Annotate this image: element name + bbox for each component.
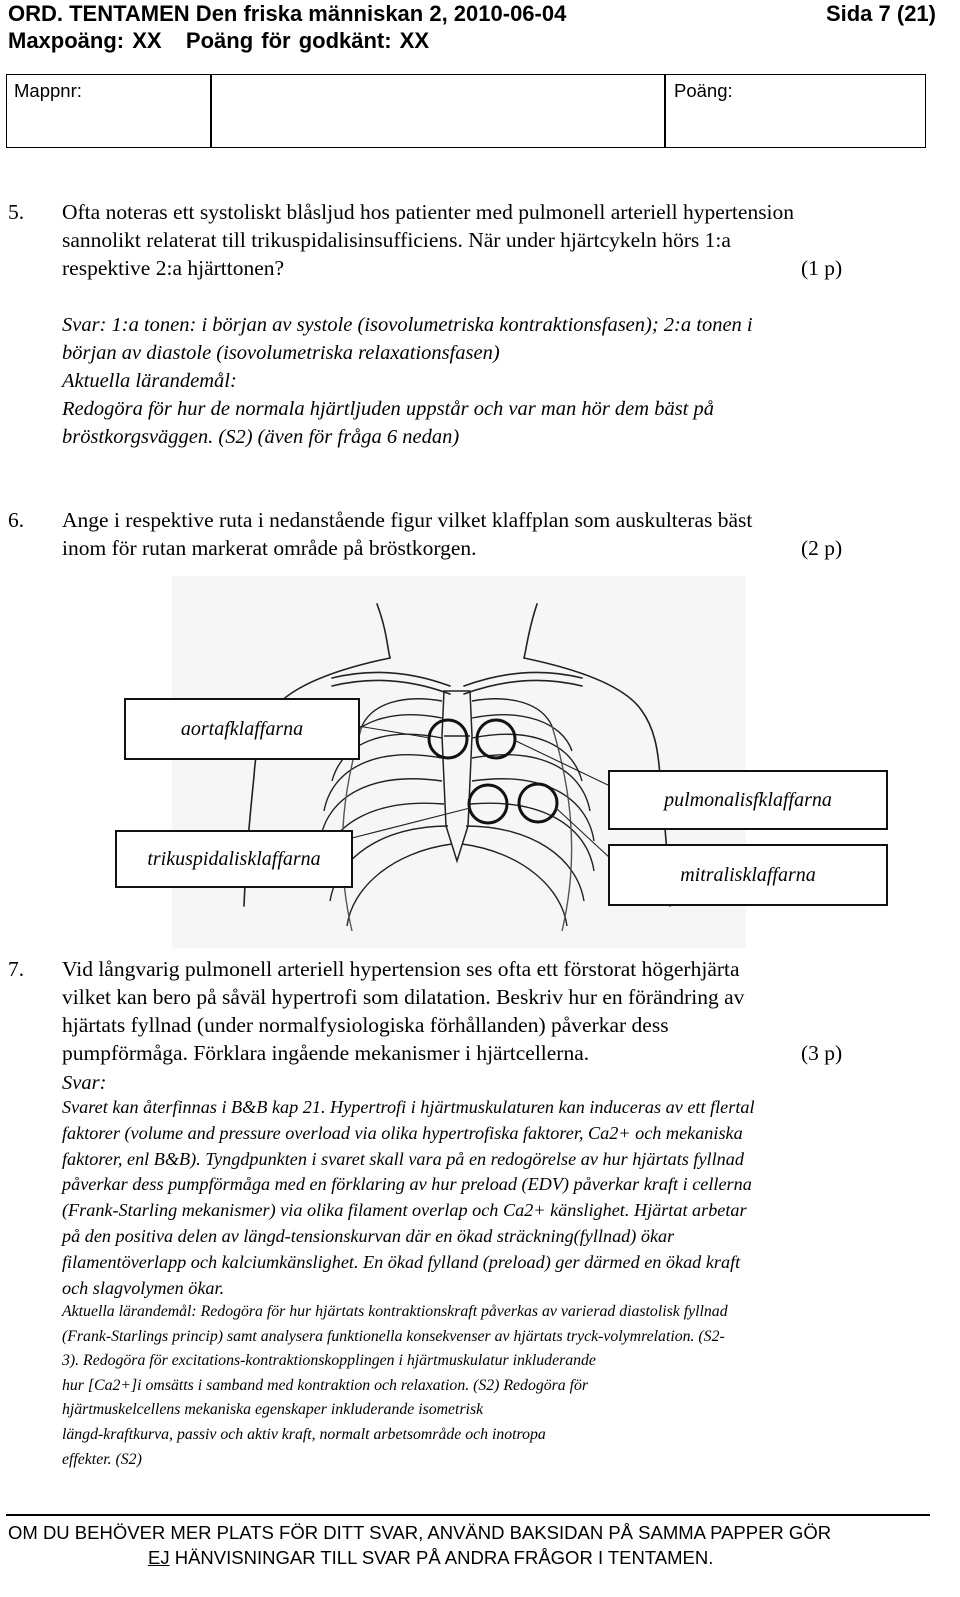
footer-rule [6, 1514, 930, 1516]
q7-goals-line: hjärtmuskelcellens mekaniska egenskaper inkluderande isometrisk [62, 1401, 484, 1419]
q7-answer [62, 1095, 755, 1301]
mappnr-label: Mappnr: [14, 80, 82, 101]
q7-answer-line: faktorer (volume and pressure overload via olika hypertrofiska faktorer, Ca2+ och mekaniska [62, 1122, 743, 1143]
student-info-box [6, 74, 926, 148]
q5-line: sannolikt relaterat till trikuspidalisinsufficiens. När under hjärtcykeln hörs 1:a [62, 228, 731, 252]
q5-goals-line: Redogöra för hur de normala hjärtljuden uppstår och var man hör dem bäst på [62, 398, 714, 420]
q5-goals-label: Aktuella lärandemål: [62, 370, 237, 392]
q7-text [62, 955, 744, 1067]
footer-line2 [148, 1545, 713, 1570]
q7-answer-line: Svaret kan återfinnas i B&B kap 21. Hypertrofi i hjärtmuskulaturen kan induceras av ett flertal [62, 1097, 755, 1117]
page-number: Sida 7 (21) [825, 1, 936, 26]
q7-answer-line: och slagvolymen ökar. [62, 1277, 225, 1298]
q7-line: Vid långvarig pulmonell arteriell hypertension ses ofta ett förstorat högerhjärta [62, 957, 740, 981]
q7-goals-line: längd-kraftkurva, passiv och aktiv kraft, normalt arbetsområde och inotropa [62, 1425, 546, 1443]
q6-text [62, 506, 752, 562]
q7-answer-line: påverkar dess pumpförmåga med en förklaring av hur preload (EDV) påverkar kraft i cellerna [62, 1174, 752, 1195]
q7-goals-line: effekter. (S2) [62, 1450, 142, 1468]
box-divider-right [664, 74, 666, 148]
q7-points: (3 p) [801, 1041, 843, 1065]
poang-label: Poäng: [674, 80, 733, 101]
q7-line: pumpförmåga. Förklara ingående mekanismer i hjärtcellerna. [62, 1041, 590, 1065]
box-divider-left [210, 74, 212, 148]
footer-line1: OM DU BEHÖVER MER PLATS FÖR DITT SVAR, ANVÄND BAKSIDAN PÅ SAMMA PAPPER GÖR [8, 1522, 832, 1543]
q7-line: hjärtats fyllnad (under normalfysiologiska förhållanden) påverkar dess [62, 1013, 669, 1037]
q5-line: respektive 2:a hjärttonen? [62, 256, 285, 280]
q5-line: Ofta noteras ett systoliskt blåsljud hos patienter med pulmonell arteriell hypertension [62, 200, 795, 224]
q7-answer-line: (Frank-Starling mekanismer) via olika filament overlap och Ca2+ känslighet. Hjärtat arbetar [62, 1200, 747, 1221]
q7-goals-line: Aktuella lärandemål: Redogöra för hur hjärtats kontraktionskraft påverkas av varierad diastolisk fyllnad [62, 1303, 728, 1320]
q7-answer-label: Svar: [62, 1072, 107, 1094]
pass-points: Poäng för godkänt: XX [185, 28, 430, 53]
q5-answer-label: Svar: [62, 314, 107, 336]
trikuspidalis-label-box[interactable]: trikuspidalisklaffarna [115, 830, 353, 888]
q5-answer [62, 311, 753, 451]
q6-line: inom för rutan markerat område på bröstkorgen. [62, 536, 477, 560]
q5-answer-line: början av diastole (isovolumetriska relaxationsfasen) [62, 342, 500, 364]
exam-title: ORD. TENTAMEN Den friska människan 2, 2010-06-04 [8, 1, 567, 26]
q5-number: 5. [8, 200, 25, 224]
q7-number: 7. [8, 957, 25, 981]
q7-answer-line: filamentöverlapp och kalciumkänslighet. En ökad fylland (preload) ger därmed en ökad kraft [62, 1251, 741, 1272]
q6-line: Ange i respektive ruta i nedanstående figur vilket klaffplan som auskulteras bäst [62, 508, 753, 532]
max-points: Maxpoäng: XX [8, 28, 162, 53]
q6-points: (2 p) [801, 536, 843, 560]
q7-line: vilket kan bero på såväl hypertrofi som dilatation. Beskriv hur en förändring av [62, 985, 745, 1009]
q5-points: (1 p) [801, 256, 843, 280]
points-line [8, 27, 429, 55]
q7-answer-line: på den positiva delen av längd-tensionskurvan där en ökad sträckning(fyllnad) ökar [62, 1225, 675, 1246]
footer-line2-rest: HÄNVISNINGAR TILL SVAR PÅ ANDRA FRÅGOR I TENTAMEN. [169, 1547, 714, 1568]
q7-answer-line: faktorer, enl B&B). Tyngdpunkten i svaret skall vara på en redogörelse av hur hjärtats fyllnad [62, 1148, 744, 1169]
q5-answer-line: 1:a tonen: i början av systole (isovolumetriska kontraktionsfasen); 2:a tonen i [111, 314, 753, 336]
q7-goals-line: hur [Ca2+]i omsätts i samband med kontraktion och relaxation. (S2) Redogöra för [62, 1376, 589, 1394]
mitralis-label-box[interactable]: mitralisklaffarna [608, 844, 888, 906]
aorta-label-box[interactable]: aortafklaffarna [124, 698, 360, 760]
q7-goals-line: 3). Redogöra för excitations-kontraktionskopplingen i hjärtmuskulatur inkluderande [62, 1352, 596, 1370]
q6-number: 6. [8, 508, 25, 532]
pulmonalis-label-box[interactable]: pulmonalisfklaffarna [608, 770, 888, 830]
q5-goals-line: bröstkorgsväggen. (S2) (även för fråga 6 nedan) [62, 426, 460, 448]
q5-text [62, 198, 794, 282]
footer-ej: EJ [148, 1547, 170, 1568]
q7-goals [62, 1300, 728, 1472]
q7-goals-line: (Frank-Starlings princip) samt analysera funktionella konsekvenser av hjärtats tryck-volymrelation. (S2- [62, 1327, 725, 1345]
